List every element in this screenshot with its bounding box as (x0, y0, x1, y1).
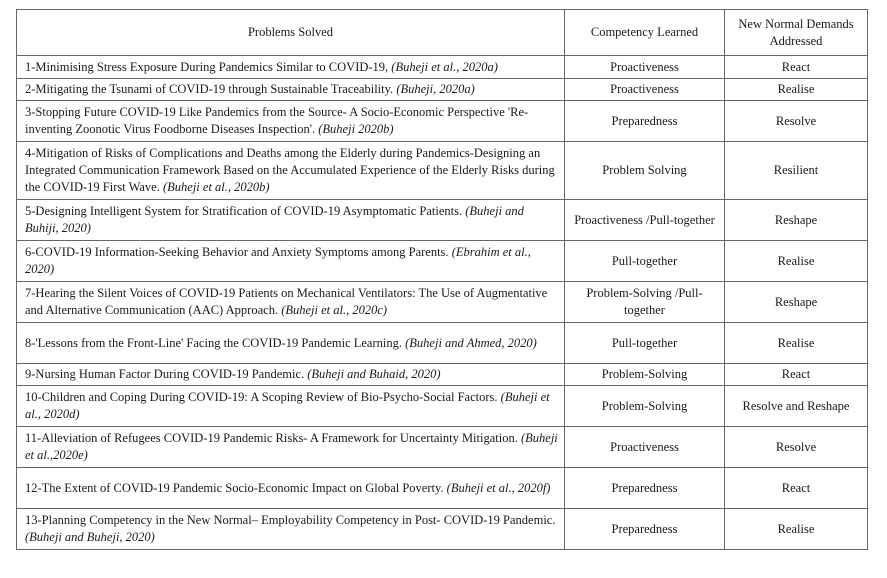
problem-text: 3-Stopping Future COVID-19 Like Pandemics from the Source- A Socio-Economic Perspective 'Re-inventing Zoonotic Virus Foodborne Diseases Inspection'. (25, 105, 529, 136)
table-row (17, 386, 868, 427)
header-row (17, 10, 868, 56)
table-row (17, 509, 868, 550)
citation: (Buheji, 2020a) (396, 82, 475, 96)
header-problems-solved: Problems Solved (17, 10, 565, 56)
table-row (17, 364, 868, 386)
citation: (Ebrahim et al., 2020) (25, 245, 531, 276)
problem-text: 9-Nursing Human Factor During COVID-19 Pandemic. (25, 367, 308, 381)
demand-cell: Resolve and Reshape (725, 386, 868, 427)
demand-cell: Resolve (725, 427, 868, 468)
table-row (17, 101, 868, 142)
problem-cell (17, 101, 565, 142)
problem-cell (17, 282, 565, 323)
citation: (Buheji and Buhaid, 2020) (307, 367, 441, 381)
competency-cell: Problem-Solving /Pull-together (565, 282, 725, 323)
competency-cell: Preparedness (565, 509, 725, 550)
table-row (17, 142, 868, 200)
problem-cell (17, 241, 565, 282)
problems-competency-table (16, 9, 868, 550)
problem-text: 12-The Extent of COVID-19 Pandemic Socio-Economic Impact on Global Poverty. (25, 480, 447, 495)
demand-cell: Realise (725, 241, 868, 282)
demand-cell: Realise (725, 79, 868, 101)
problem-cell (17, 200, 565, 241)
demand-cell: Realise (725, 323, 868, 364)
problem-cell (17, 468, 565, 509)
header-competency-learned: Competency Learned (565, 10, 725, 56)
competency-cell: Problem Solving (565, 142, 725, 200)
demand-cell: Reshape (725, 282, 868, 323)
citation: (Buheji and Ahmed, 2020) (405, 335, 537, 350)
problem-text: 6-COVID-19 Information-Seeking Behavior and Anxiety Symptoms among Parents. (25, 245, 452, 259)
citation: (Buheji et al., 2020f) (446, 480, 551, 495)
problem-cell (17, 323, 565, 364)
competency-cell: Pull-together (565, 241, 725, 282)
competency-cell: Proactiveness (565, 56, 725, 79)
problem-text: 5-Designing Intelligent System for Stratification of COVID-19 Asymptomatic Patients. (25, 204, 466, 218)
competency-cell: Proactiveness /Pull-together (565, 200, 725, 241)
citation: (Buheji 2020b) (318, 122, 394, 136)
problem-text: 10-Children and Coping During COVID-19: A Scoping Review of Bio-Psycho-Social Factors. (25, 390, 501, 404)
problem-text: 13-Planning Competency in the New Normal– Employability Competency in Post- COVID-19 Pandemic. (25, 513, 556, 527)
table-container (16, 9, 868, 550)
problem-text: 4-Mitigation of Risks of Complications and Deaths among the Elderly during Pandemics-Designing an Integrated Communication Framework Based on the Accumulated Experience of the Elderly Risks during the COVID-19 First Wave. (25, 146, 555, 194)
competency-cell: Problem-Solving (565, 386, 725, 427)
citation: (Buheji et al., 2020d) (25, 390, 550, 421)
demand-cell: React (725, 56, 868, 79)
competency-cell: Preparedness (565, 101, 725, 142)
competency-cell: Proactiveness (565, 79, 725, 101)
problem-cell (17, 427, 565, 468)
citation: (Buheji et al., 2020c) (281, 303, 388, 317)
table-row (17, 79, 868, 101)
citation: (Buheji et al.,2020e) (25, 431, 558, 462)
citation: (Buheji and Buhiji, 2020) (25, 204, 524, 235)
problem-cell (17, 386, 565, 427)
competency-cell: Proactiveness (565, 427, 725, 468)
demand-cell: Realise (725, 509, 868, 550)
problem-text: 8-'Lessons from the Front-Line' Facing the COVID-19 Pandemic Learning. (25, 335, 406, 350)
competency-cell: Problem-Solving (565, 364, 725, 386)
problem-cell (17, 509, 565, 550)
demand-cell: React (725, 468, 868, 509)
demand-cell: Reshape (725, 200, 868, 241)
table-row (17, 323, 868, 364)
problem-text: 7-Hearing the Silent Voices of COVID-19 Patients on Mechanical Ventilators: The Use of Augmentative and Alternative Communication (AAC) Approach. (25, 286, 548, 317)
demand-cell: React (725, 364, 868, 386)
problem-cell (17, 364, 565, 386)
citation: (Buheji et al., 2020a) (391, 59, 498, 74)
table-row (17, 241, 868, 282)
table-row (17, 56, 868, 79)
problem-cell (17, 56, 565, 79)
table-row (17, 427, 868, 468)
citation: (Buheji and Buheji, 2020) (25, 530, 155, 544)
table-row (17, 200, 868, 241)
problem-cell (17, 79, 565, 101)
competency-cell: Preparedness (565, 468, 725, 509)
competency-cell: Pull-together (565, 323, 725, 364)
problem-text: 2-Mitigating the Tsunami of COVID-19 through Sustainable Traceability. (25, 82, 397, 96)
demand-cell: Resilient (725, 142, 868, 200)
table-row (17, 282, 868, 323)
table-row (17, 468, 868, 509)
problem-text: 11-Alleviation of Refugees COVID-19 Pandemic Risks- A Framework for Uncertainty Mitigation. (25, 431, 521, 445)
problem-cell (17, 142, 565, 200)
header-new-normal-demands: New Normal Demands Addressed (725, 10, 868, 56)
problem-text: 1-Minimising Stress Exposure During Pandemics Similar to COVID-19, (25, 59, 392, 74)
citation: (Buheji et al., 2020b) (162, 180, 270, 194)
demand-cell: Resolve (725, 101, 868, 142)
